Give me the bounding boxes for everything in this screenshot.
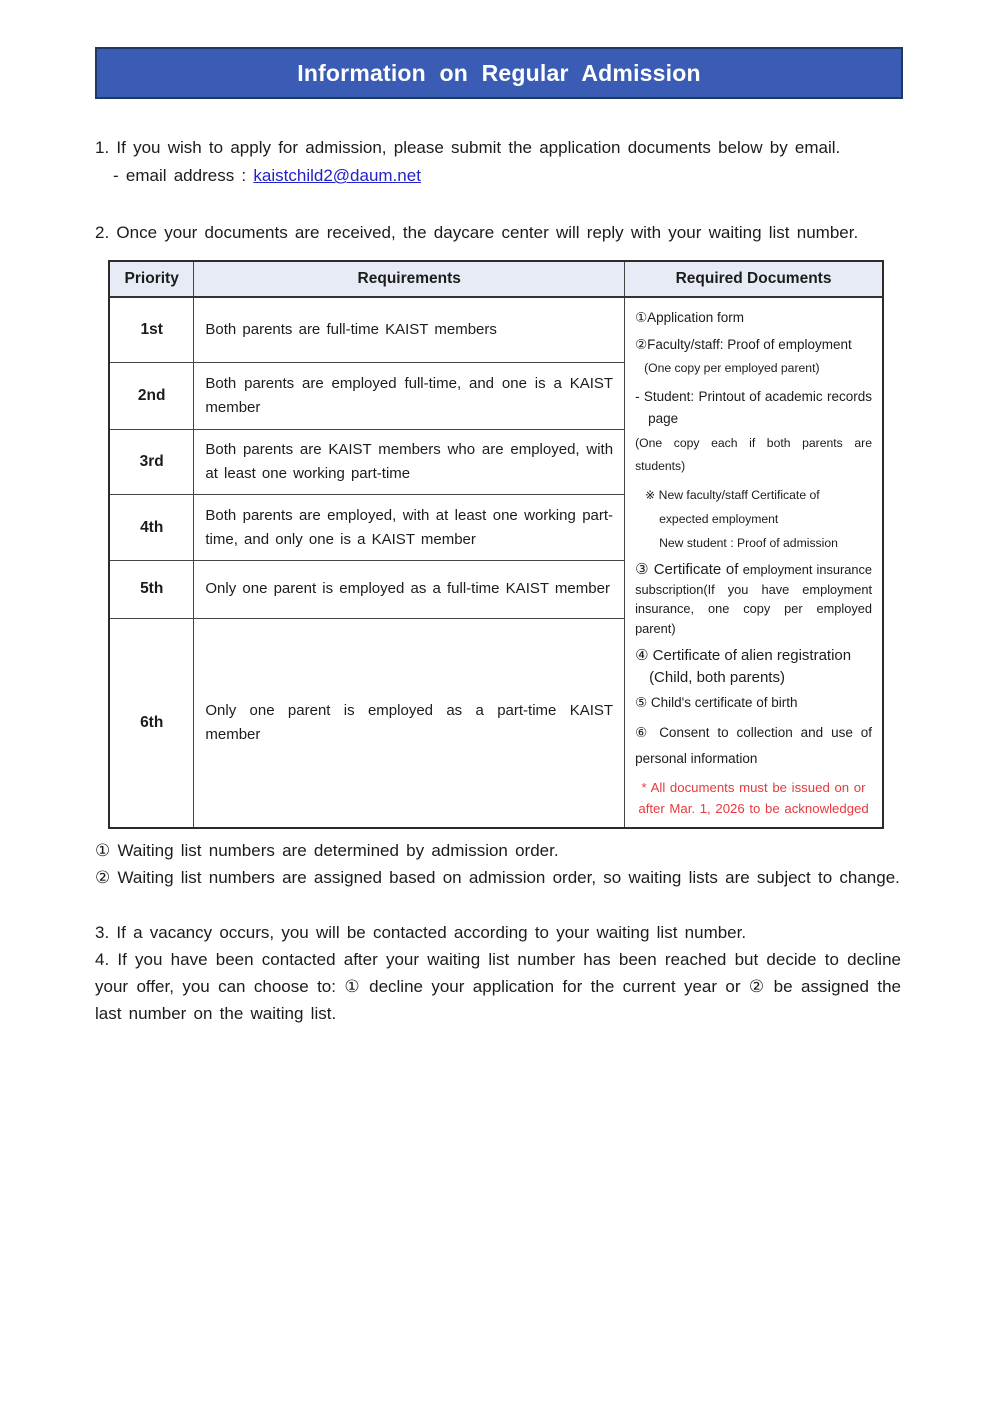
doc-item-birth-certificate: ⑤ Child's certificate of birth [635,695,798,710]
email-label: - email address : [113,166,247,185]
requirement-cell: Both parents are employed, with at least one working part-time, and only one is a KAIST member [194,495,625,561]
doc-note-one-copy: (One copy per employed parent) [644,361,820,375]
doc-note-new-faculty: ※ New faculty/staff Certificate of expected employment [645,488,820,526]
priority-cell: 1st [109,297,194,363]
col-header-requirements: Requirements [194,261,625,297]
table-header-row [109,261,883,297]
priority-cell: 5th [109,560,194,618]
instruction-item-2: 2. Once your documents are received, the daycare center will reply with your waiting list number. [95,223,859,242]
requirement-cell: Both parents are KAIST members who are employed, with at least one working part-time [194,429,625,495]
deadline-note: * All documents must be issued on or after Mar. 1, 2026 to be acknowledged [638,780,869,816]
col-header-required-documents: Required Documents [625,261,883,297]
col-header-priority: Priority [109,261,194,297]
document-title-banner [95,47,903,99]
page-title: Information on Regular Admission [297,59,701,86]
doc-item-consent: ⑥ Consent to collection and use of personal information [635,725,872,766]
doc-item-proof-of-employment: ②Faculty/staff: Proof of employment [635,337,852,352]
waiting-list-note-1: ① Waiting list numbers are determined by admission order. [95,841,559,860]
doc-item-student-printout: - Student: Printout of academic records page [635,389,872,426]
email-link[interactable]: kaistchild2@daum.net [253,166,421,185]
waiting-list-note-2: ② Waiting list numbers are assigned based on admission order, so waiting lists are subject to change. [95,868,900,887]
email-line [95,162,901,189]
requirement-cell: Both parents are full-time KAIST members [194,297,625,363]
doc-item-alien-registration: ④ Certificate of alien registration [635,647,852,664]
doc-note-new-student: New student : Proof of admission [659,536,838,550]
doc-note-child-both-parents: (Child, both parents) [649,669,785,686]
requirement-cell: Both parents are employed full-time, and one is a KAIST member [194,363,625,430]
required-documents-cell [625,297,883,828]
priority-cell: 4th [109,495,194,561]
table-row [109,297,883,363]
doc-item-application-form: ①Application form [635,310,744,325]
requirement-cell: Only one parent is employed as a full-time KAIST member [194,560,625,618]
priority-cell: 6th [109,619,194,828]
instruction-item-3: 3. If a vacancy occurs, you will be contacted according to your waiting list number. [95,923,747,942]
instruction-item-4: 4. If you have been contacted after your waiting list number has been reached but decide to decline your offer, you can choose to: ① decline your application for the current year or ② be assigned the last number on the waiting list. [95,950,901,1023]
instruction-item-1: 1. If you wish to apply for admission, please submit the application documents below by email. [95,138,841,157]
priority-cell: 3rd [109,429,194,495]
doc-item-employment-insurance-lead: ③ Certificate of [635,561,739,578]
priority-cell: 2nd [109,363,194,430]
priority-table [108,260,884,829]
doc-item-employment-insurance [635,560,872,638]
requirement-cell: Only one parent is employed as a part-time KAIST member [194,619,625,828]
doc-item-employment-insurance-rest: employment insurance subscription(If you have employment insurance, one copy per employed parent) [635,562,872,636]
doc-note-one-copy-each: (One copy each if both parents are students) [635,436,872,473]
